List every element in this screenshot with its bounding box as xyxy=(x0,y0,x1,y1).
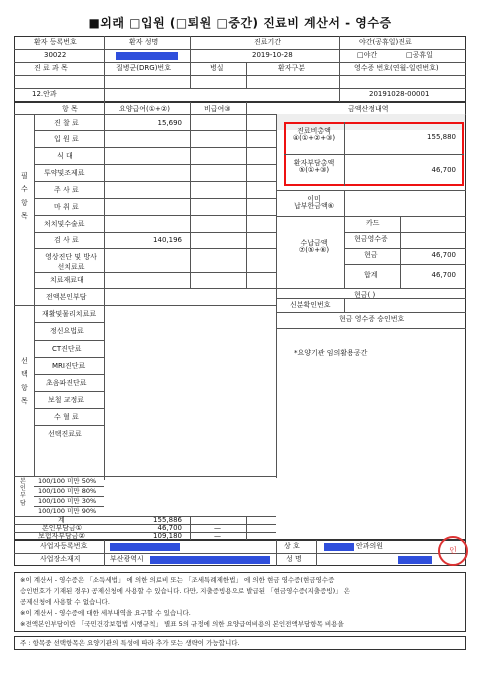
note-line-3: 공제신청에 사용할 수 없습니다. xyxy=(20,598,110,606)
addr-label: 사업장소재지 xyxy=(40,555,81,563)
summary-insurer-dash: — xyxy=(214,532,221,540)
item-consult: 진 찰 료 xyxy=(54,119,79,127)
redacted-rep-name xyxy=(398,556,432,564)
redacted-reg-no xyxy=(110,543,180,551)
rate-row-50: 100/100 미만 50% xyxy=(38,477,97,485)
receipt-no: 20191028-00001 xyxy=(369,90,430,98)
item-transfusion: 수 혈 료 xyxy=(54,413,79,421)
pay-label: 수납금액 ⑦(⑤+⑥) xyxy=(298,239,330,254)
calc-total-label: 진료비총액 ④(①+②+③) xyxy=(292,127,336,142)
rate-row-90: 100/100 미만 90% xyxy=(38,507,97,515)
patient-name-label: 환자 성명 xyxy=(129,38,159,46)
item-procedure: 처치및수술료 xyxy=(44,220,85,228)
redacted-company xyxy=(324,543,354,551)
period-label: 진료기간 xyxy=(254,38,282,46)
rep-label: 성 명 xyxy=(286,555,302,563)
item-prosthetic: 보철 교정료 xyxy=(48,396,85,404)
holiday-option: □공휴일 xyxy=(406,51,433,59)
summary-total-label: 계 xyxy=(58,516,65,524)
note-line-2: 승인번호가 기재된 경우) 공제신청에 사용할 수 있습니다. 다만, 지출증빙용으로 발급된 「현금영수증(지출증빙)」 은 xyxy=(20,587,351,595)
patient-no: 30022 xyxy=(44,51,67,59)
item-ct: CT진단료 xyxy=(52,345,82,353)
col-calc: 금액산정내역 xyxy=(348,105,389,113)
sum-label: 합계 xyxy=(364,271,378,279)
rate-row-80: 100/100 미만 80% xyxy=(38,487,97,495)
item-full-self-pay: 전액본인부담 xyxy=(46,293,87,301)
redacted-address xyxy=(150,556,270,564)
rate-row-30: 100/100 미만 30% xyxy=(38,497,97,505)
patient-no-label: 환자 등록번호 xyxy=(34,38,77,46)
confirm-label: 신분확인번호 xyxy=(290,301,331,309)
cash-label: 현금 xyxy=(364,251,378,259)
item-rehab: 재활및물리치료료 xyxy=(42,310,97,318)
summary-self-label: 본인부담금① xyxy=(42,524,83,532)
note-line-5: ※전액본인부담이란 「국민건강보험법 시행규칙」 별표 5의 규정에 의한 요양급여비용의 본인전액부담항목 비용을 xyxy=(20,620,344,628)
summary-self-dash: — xyxy=(214,524,221,532)
company-label: 상 호 xyxy=(284,542,300,550)
company-suffix: 안과의원 xyxy=(356,542,384,550)
drg-label: 질병군(DRG)번호 xyxy=(116,64,171,72)
item-mri: MRI진단료 xyxy=(52,362,86,370)
side-label-essential: 필 수 항 목 xyxy=(21,172,28,220)
reg-label: 사업자등록번호 xyxy=(40,542,88,550)
prepaid-label: 이미 납부한금액⑥ xyxy=(293,195,335,210)
note-line-1: ※이 계산서 - 영수증은 「소득세법」 에 의한 의료비 또는 「조세특례제한법」 에 의한 현금 영수증(현금영수증 xyxy=(20,576,335,584)
item-anesthesia: 마 취 료 xyxy=(54,203,79,211)
value-test: 140,196 xyxy=(153,236,182,244)
item-imaging: 영상진단 및 방사선치료료 xyxy=(45,253,97,271)
receipt-no-label: 영수증 번호(연월-일련번호) xyxy=(354,64,439,72)
item-selective: 선택진료료 xyxy=(48,430,82,438)
dept-label: 진 료 과 목 xyxy=(34,64,68,72)
receipt-sheet xyxy=(14,10,466,665)
item-meal: 식 대 xyxy=(57,152,73,160)
col-insured: 요양급여(①+②) xyxy=(119,105,170,113)
sum-value: 46,700 xyxy=(431,271,456,279)
night-option: □야간 xyxy=(357,51,378,59)
summary-insurer-label: 보험자부담금② xyxy=(38,532,85,540)
side-label-optional: 선 택 항 목 xyxy=(21,357,28,405)
calc-patient-label: 환자부담총액 ⑤(①+③) xyxy=(293,159,335,174)
item-ultrasound: 초음파진단료 xyxy=(46,379,87,387)
item-injection: 주 사 료 xyxy=(54,186,79,194)
value-consult: 15,690 xyxy=(157,119,182,127)
room-label: 병실 xyxy=(210,64,224,72)
patient-type-label: 환자구분 xyxy=(278,64,306,72)
approval-label: 현금 영수증 승인번호 xyxy=(339,315,405,323)
calc-patient-value: 46,700 xyxy=(431,166,456,174)
col-item: 항 목 xyxy=(62,105,78,113)
document-title: ■외래 □입원 (□퇴원 □중간) 진료비 계산서 - 영수증 xyxy=(88,16,392,30)
visit-date: 2019-10-28 xyxy=(252,51,293,59)
cash-value: 46,700 xyxy=(431,251,456,259)
card-label: 카드 xyxy=(366,219,380,227)
item-test: 검 사 료 xyxy=(54,236,79,244)
note-space: *요양기관 임의활용공간 xyxy=(294,349,368,357)
summary-insurer: 109,180 xyxy=(153,532,182,540)
unpaid-label: 현금( ) xyxy=(354,291,376,299)
item-inpatient: 입 원 료 xyxy=(54,135,79,143)
side-label-self-pay: 본 인 부 담 xyxy=(20,478,26,507)
redacted-patient-name xyxy=(116,52,178,60)
item-psych: 정신요법료 xyxy=(50,327,84,335)
calc-total-value: 155,880 xyxy=(427,133,456,141)
note-line-4: ※이 계산서 - 영수증에 대한 세부내역을 요구할 수 있습니다. xyxy=(20,609,191,617)
dept-value: 12.안과 xyxy=(32,90,57,98)
seal-stamp: 인 xyxy=(438,536,468,566)
item-materials: 치료재료대 xyxy=(50,276,84,284)
addr-prefix: 부산광역시 xyxy=(110,555,144,563)
summary-self: 46,700 xyxy=(157,524,182,532)
cash-receipt-label: 현금영수증 xyxy=(354,235,388,243)
summary-total: 155,886 xyxy=(153,516,182,524)
footer-note: 주 : 항목중 선택항목은 요양기관의 특성에 따라 추가 또는 생략이 가능합니다. xyxy=(20,639,240,647)
col-uninsured: 비급여③ xyxy=(204,105,231,113)
night-label: 야간(공휴일)진료 xyxy=(359,38,412,46)
item-medication: 투약및조제료 xyxy=(44,169,85,177)
